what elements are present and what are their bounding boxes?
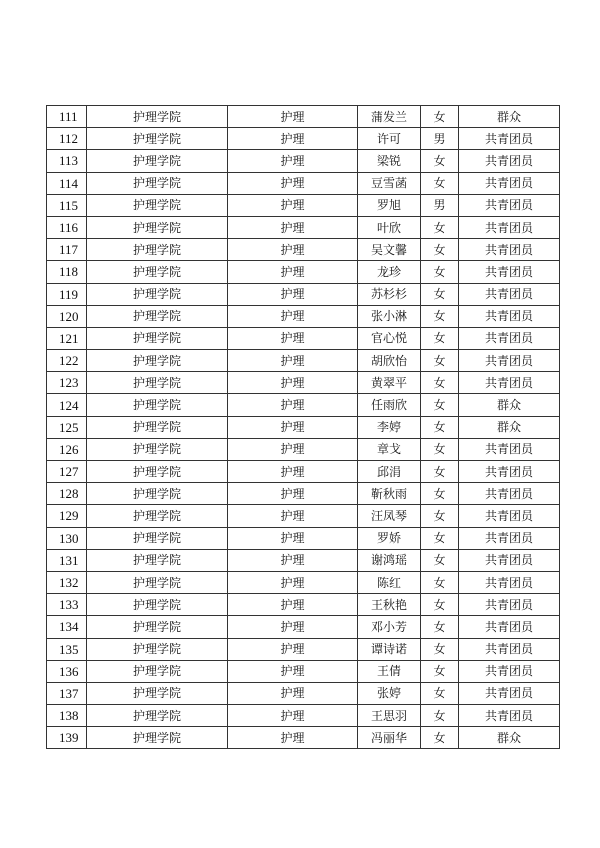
table-row [47, 461, 560, 483]
row-number-cell: 123 [47, 372, 87, 394]
major-cell: 护理 [228, 727, 358, 749]
table-row [47, 660, 560, 682]
major-cell: 护理 [228, 106, 358, 128]
college-cell: 护理学院 [87, 239, 228, 261]
college-cell: 护理学院 [87, 305, 228, 327]
gender-cell: 女 [421, 527, 459, 549]
political-status-cell: 共青团员 [459, 527, 560, 549]
political-status-cell: 共青团员 [459, 372, 560, 394]
student-name-cell: 许可 [358, 128, 421, 150]
student-name-cell: 陈红 [358, 571, 421, 593]
student-name-cell: 邓小芳 [358, 616, 421, 638]
major-cell: 护理 [228, 638, 358, 660]
college-cell: 护理学院 [87, 150, 228, 172]
table-row [47, 527, 560, 549]
major-cell: 护理 [228, 172, 358, 194]
row-number-cell: 121 [47, 327, 87, 349]
political-status-cell: 共青团员 [459, 483, 560, 505]
table-row [47, 283, 560, 305]
student-name-cell: 章戈 [358, 438, 421, 460]
political-status-cell: 群众 [459, 394, 560, 416]
student-name-cell: 叶欣 [358, 216, 421, 238]
political-status-cell: 共青团员 [459, 505, 560, 527]
political-status-cell: 群众 [459, 106, 560, 128]
major-cell: 护理 [228, 705, 358, 727]
row-number-cell: 125 [47, 416, 87, 438]
college-cell: 护理学院 [87, 594, 228, 616]
student-name-cell: 汪凤琴 [358, 505, 421, 527]
major-cell: 护理 [228, 216, 358, 238]
college-cell: 护理学院 [87, 483, 228, 505]
row-number-cell: 117 [47, 239, 87, 261]
student-name-cell: 任雨欣 [358, 394, 421, 416]
gender-cell: 女 [421, 327, 459, 349]
row-number-cell: 111 [47, 106, 87, 128]
college-cell: 护理学院 [87, 549, 228, 571]
table-row [47, 505, 560, 527]
student-name-cell: 张婷 [358, 682, 421, 704]
table-row [47, 638, 560, 660]
student-name-cell: 官心悦 [358, 327, 421, 349]
table-row [47, 727, 560, 749]
major-cell: 护理 [228, 660, 358, 682]
major-cell: 护理 [228, 372, 358, 394]
table-row [47, 150, 560, 172]
table-row [47, 128, 560, 150]
college-cell: 护理学院 [87, 350, 228, 372]
college-cell: 护理学院 [87, 216, 228, 238]
student-name-cell: 邱涓 [358, 461, 421, 483]
college-cell: 护理学院 [87, 416, 228, 438]
gender-cell: 女 [421, 239, 459, 261]
college-cell: 护理学院 [87, 128, 228, 150]
college-cell: 护理学院 [87, 571, 228, 593]
college-cell: 护理学院 [87, 394, 228, 416]
row-number-cell: 135 [47, 638, 87, 660]
gender-cell: 女 [421, 505, 459, 527]
gender-cell: 女 [421, 616, 459, 638]
political-status-cell: 共青团员 [459, 594, 560, 616]
roster-body [47, 106, 560, 749]
student-name-cell: 张小淋 [358, 305, 421, 327]
student-name-cell: 蒲发兰 [358, 106, 421, 128]
row-number-cell: 122 [47, 350, 87, 372]
table-row [47, 327, 560, 349]
table-row [47, 372, 560, 394]
major-cell: 护理 [228, 594, 358, 616]
gender-cell: 女 [421, 549, 459, 571]
row-number-cell: 128 [47, 483, 87, 505]
political-status-cell: 共青团员 [459, 461, 560, 483]
major-cell: 护理 [228, 394, 358, 416]
political-status-cell: 共青团员 [459, 261, 560, 283]
row-number-cell: 134 [47, 616, 87, 638]
table-row [47, 483, 560, 505]
major-cell: 护理 [228, 150, 358, 172]
table-row [47, 194, 560, 216]
row-number-cell: 130 [47, 527, 87, 549]
gender-cell: 女 [421, 305, 459, 327]
college-cell: 护理学院 [87, 172, 228, 194]
major-cell: 护理 [228, 261, 358, 283]
gender-cell: 女 [421, 150, 459, 172]
political-status-cell: 共青团员 [459, 549, 560, 571]
political-status-cell: 共青团员 [459, 660, 560, 682]
row-number-cell: 114 [47, 172, 87, 194]
gender-cell: 女 [421, 660, 459, 682]
student-name-cell: 靳秋雨 [358, 483, 421, 505]
major-cell: 护理 [228, 483, 358, 505]
gender-cell: 女 [421, 571, 459, 593]
major-cell: 护理 [228, 505, 358, 527]
college-cell: 护理学院 [87, 660, 228, 682]
table-row [47, 438, 560, 460]
row-number-cell: 138 [47, 705, 87, 727]
student-name-cell: 罗娇 [358, 527, 421, 549]
student-name-cell: 王倩 [358, 660, 421, 682]
row-number-cell: 116 [47, 216, 87, 238]
major-cell: 护理 [228, 571, 358, 593]
political-status-cell: 共青团员 [459, 705, 560, 727]
college-cell: 护理学院 [87, 461, 228, 483]
gender-cell: 女 [421, 394, 459, 416]
gender-cell: 女 [421, 483, 459, 505]
gender-cell: 女 [421, 416, 459, 438]
political-status-cell: 共青团员 [459, 283, 560, 305]
major-cell: 护理 [228, 305, 358, 327]
political-status-cell: 共青团员 [459, 216, 560, 238]
student-name-cell: 谭诗诺 [358, 638, 421, 660]
college-cell: 护理学院 [87, 505, 228, 527]
political-status-cell: 群众 [459, 416, 560, 438]
table-row [47, 216, 560, 238]
college-cell: 护理学院 [87, 106, 228, 128]
gender-cell: 女 [421, 638, 459, 660]
political-status-cell: 共青团员 [459, 150, 560, 172]
table-row [47, 172, 560, 194]
college-cell: 护理学院 [87, 438, 228, 460]
table-row [47, 705, 560, 727]
political-status-cell: 共青团员 [459, 571, 560, 593]
major-cell: 护理 [228, 327, 358, 349]
major-cell: 护理 [228, 682, 358, 704]
row-number-cell: 124 [47, 394, 87, 416]
major-cell: 护理 [228, 239, 358, 261]
table-row [47, 305, 560, 327]
political-status-cell: 共青团员 [459, 438, 560, 460]
college-cell: 护理学院 [87, 682, 228, 704]
gender-cell: 女 [421, 682, 459, 704]
major-cell: 护理 [228, 616, 358, 638]
row-number-cell: 126 [47, 438, 87, 460]
college-cell: 护理学院 [87, 727, 228, 749]
table-row [47, 594, 560, 616]
student-name-cell: 吴文馨 [358, 239, 421, 261]
major-cell: 护理 [228, 461, 358, 483]
student-name-cell: 苏杉杉 [358, 283, 421, 305]
major-cell: 护理 [228, 416, 358, 438]
student-name-cell: 王思羽 [358, 705, 421, 727]
major-cell: 护理 [228, 194, 358, 216]
college-cell: 护理学院 [87, 527, 228, 549]
table-row [47, 394, 560, 416]
student-name-cell: 王秋艳 [358, 594, 421, 616]
major-cell: 护理 [228, 350, 358, 372]
major-cell: 护理 [228, 438, 358, 460]
student-name-cell: 罗旭 [358, 194, 421, 216]
row-number-cell: 139 [47, 727, 87, 749]
row-number-cell: 112 [47, 128, 87, 150]
table-row [47, 350, 560, 372]
political-status-cell: 共青团员 [459, 305, 560, 327]
political-status-cell: 共青团员 [459, 350, 560, 372]
row-number-cell: 136 [47, 660, 87, 682]
student-name-cell: 谢鸿瑶 [358, 549, 421, 571]
gender-cell: 男 [421, 194, 459, 216]
gender-cell: 女 [421, 172, 459, 194]
gender-cell: 女 [421, 461, 459, 483]
student-name-cell: 黄翠平 [358, 372, 421, 394]
gender-cell: 女 [421, 727, 459, 749]
table-row [47, 549, 560, 571]
political-status-cell: 共青团员 [459, 327, 560, 349]
row-number-cell: 115 [47, 194, 87, 216]
student-name-cell: 李婷 [358, 416, 421, 438]
gender-cell: 女 [421, 283, 459, 305]
row-number-cell: 127 [47, 461, 87, 483]
college-cell: 护理学院 [87, 616, 228, 638]
row-number-cell: 113 [47, 150, 87, 172]
row-number-cell: 129 [47, 505, 87, 527]
gender-cell: 女 [421, 705, 459, 727]
political-status-cell: 共青团员 [459, 194, 560, 216]
political-status-cell: 共青团员 [459, 682, 560, 704]
row-number-cell: 120 [47, 305, 87, 327]
row-number-cell: 131 [47, 549, 87, 571]
table-row [47, 239, 560, 261]
student-roster-table [46, 105, 560, 749]
table-row [47, 261, 560, 283]
table-row [47, 106, 560, 128]
gender-cell: 女 [421, 106, 459, 128]
gender-cell: 女 [421, 372, 459, 394]
student-name-cell: 龙珍 [358, 261, 421, 283]
major-cell: 护理 [228, 283, 358, 305]
political-status-cell: 共青团员 [459, 239, 560, 261]
gender-cell: 女 [421, 261, 459, 283]
gender-cell: 男 [421, 128, 459, 150]
student-name-cell: 梁锐 [358, 150, 421, 172]
college-cell: 护理学院 [87, 327, 228, 349]
gender-cell: 女 [421, 350, 459, 372]
row-number-cell: 119 [47, 283, 87, 305]
political-status-cell: 共青团员 [459, 616, 560, 638]
college-cell: 护理学院 [87, 372, 228, 394]
gender-cell: 女 [421, 216, 459, 238]
major-cell: 护理 [228, 549, 358, 571]
gender-cell: 女 [421, 438, 459, 460]
college-cell: 护理学院 [87, 261, 228, 283]
political-status-cell: 共青团员 [459, 638, 560, 660]
college-cell: 护理学院 [87, 638, 228, 660]
table-row [47, 416, 560, 438]
table-row [47, 682, 560, 704]
row-number-cell: 132 [47, 571, 87, 593]
row-number-cell: 133 [47, 594, 87, 616]
college-cell: 护理学院 [87, 705, 228, 727]
major-cell: 护理 [228, 128, 358, 150]
political-status-cell: 群众 [459, 727, 560, 749]
gender-cell: 女 [421, 594, 459, 616]
row-number-cell: 118 [47, 261, 87, 283]
student-name-cell: 豆雪菡 [358, 172, 421, 194]
political-status-cell: 共青团员 [459, 172, 560, 194]
student-name-cell: 冯丽华 [358, 727, 421, 749]
table-row [47, 571, 560, 593]
college-cell: 护理学院 [87, 283, 228, 305]
political-status-cell: 共青团员 [459, 128, 560, 150]
row-number-cell: 137 [47, 682, 87, 704]
college-cell: 护理学院 [87, 194, 228, 216]
major-cell: 护理 [228, 527, 358, 549]
table-row [47, 616, 560, 638]
student-name-cell: 胡欣怡 [358, 350, 421, 372]
